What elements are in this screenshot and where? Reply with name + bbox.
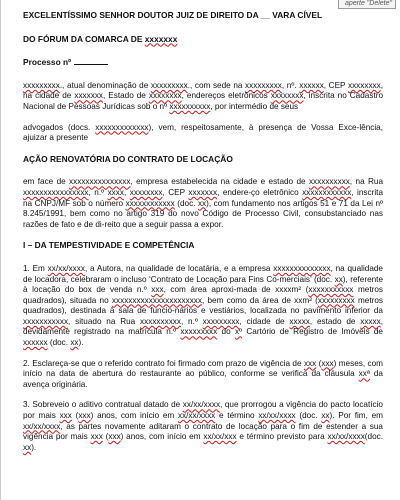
document-body bbox=[23, 10, 383, 463]
heading-processo: Processo nº bbox=[23, 57, 383, 68]
heading-judge: EXCELENTÍSSIMO SENHOR DOUTOR JUIZ DE DIREITO DA __ VARA CÍVEL bbox=[23, 10, 323, 20]
heading-forum: DO FÓRUM DA COMARCA DE xxxxxxx bbox=[23, 33, 178, 44]
delete-hint-tab[interactable]: aperte "Delete" bbox=[338, 0, 396, 9]
paragraph-advogados: advogados (docs. xxxxxxxxxxxxx), vem, respeitosamente, à presença de Vossa Exce-lência, ajuizar a presente bbox=[23, 122, 383, 143]
paragraph-intro: xxxxxxxxx., atual denominação de xxxxxxxxx., com sede na xxxxxxxxx, nº. xxxxxx, CEP xxxxxxxx, na cidade de xxxxxxx, Estado de xxxxxxxx, endereços eletrônicos xxxxxxxx, inscrita no Cadastro Nacional de Pessoas Jurídicas sob o nº xxxxxxxxxx, por intermédio de seus bbox=[23, 80, 383, 111]
section-title-tempestividade: I – DA TEMPESTIVIDADE E COMPETÊNCIA bbox=[23, 240, 195, 251]
processo-blank-line bbox=[74, 57, 108, 65]
paragraph-item-1: 1. Em xx/xx/xxxx, a Autora, na qualidade de locatária, e a empresa xxxxxxxxxxxxxx, na qualidade de locadora, celebraram o incluso ‘Contrato de Locação para Fins Co-merciais’ (doc. xx), referente à locação do box de venda n.º xxx, com área aproxi-mada de xxxxm² (xxxxxxxxxxx metros quadrados), situada no xxxxxxxxxxxxxxxxxxxxxx, bem como da área de xxm² (xxxxxxxxx metros quadrados), destinada à sala de funcio-nários e vestiários, localizada no pavimento inferior da xxxxxxxxxxx, situado na Rua xxxxxxxxxx, n.º xxxxxxxxx, cidade de xxxxx, estado de xxxxx, devidamente registrado na matrícula n.º xxxxxxxxx do xº Cartório de Registro de Imóveis de xxxxxx (doc. xx). bbox=[23, 263, 384, 348]
paragraph-item-3: 3. Sobreveio o aditivo contratual datado de xx/xx/xxxx, que prorrogou a vigência do pacto locatício por mais xxx (xxx) anos, com início em xx/xx/xxxx e término xx/xx/xxxx (doc. xx). Por fim, em xx/xx/xxxx, as partes novamente aditaram o contrato de locação para o fim de estender a sua vigência por mais xxx (xxx) anos, com início em xx/xx/xxx e término previsto para xx/xx/xxxx(doc. xx). bbox=[23, 400, 383, 452]
placeholder-comarca: xxxxxxx bbox=[144, 33, 178, 44]
action-title: AÇÃO RENOVATÓRIA DO CONTRATO DE LOCAÇÃO bbox=[23, 153, 233, 164]
paragraph-item-2: 2. Esclareça-se que o referido contrato foi firmado com prazo de vigência de xxx (xxx) meses, com início na data de abertura do restaurante ao público, conforme se verifica da cláusula xxª da avença originária. bbox=[23, 358, 383, 389]
paragraph-em-face: em face de xxxxxxxxxxxxxxx, empresa estabelecida na cidade e estado de xxxxxxxxxx, na Rua xxxxxxxxxxxxxxxx, n.º xxxx, xxxxxxxx, CEP xxxxxxx, endere-ço eletrônico xxxxxxxxxxxx, inscrita na CNPJ/MF sob o número xxxxxxxxxxxx (doc. xx), com fundamento nos artigos 51 e 71 da Lei nº 8.245/1991, bem como no artigo 319 do novo Código de Processo Civil, consubstanciado nas razões de fato e de di-reito que a seguir passa a expor. bbox=[23, 177, 384, 229]
